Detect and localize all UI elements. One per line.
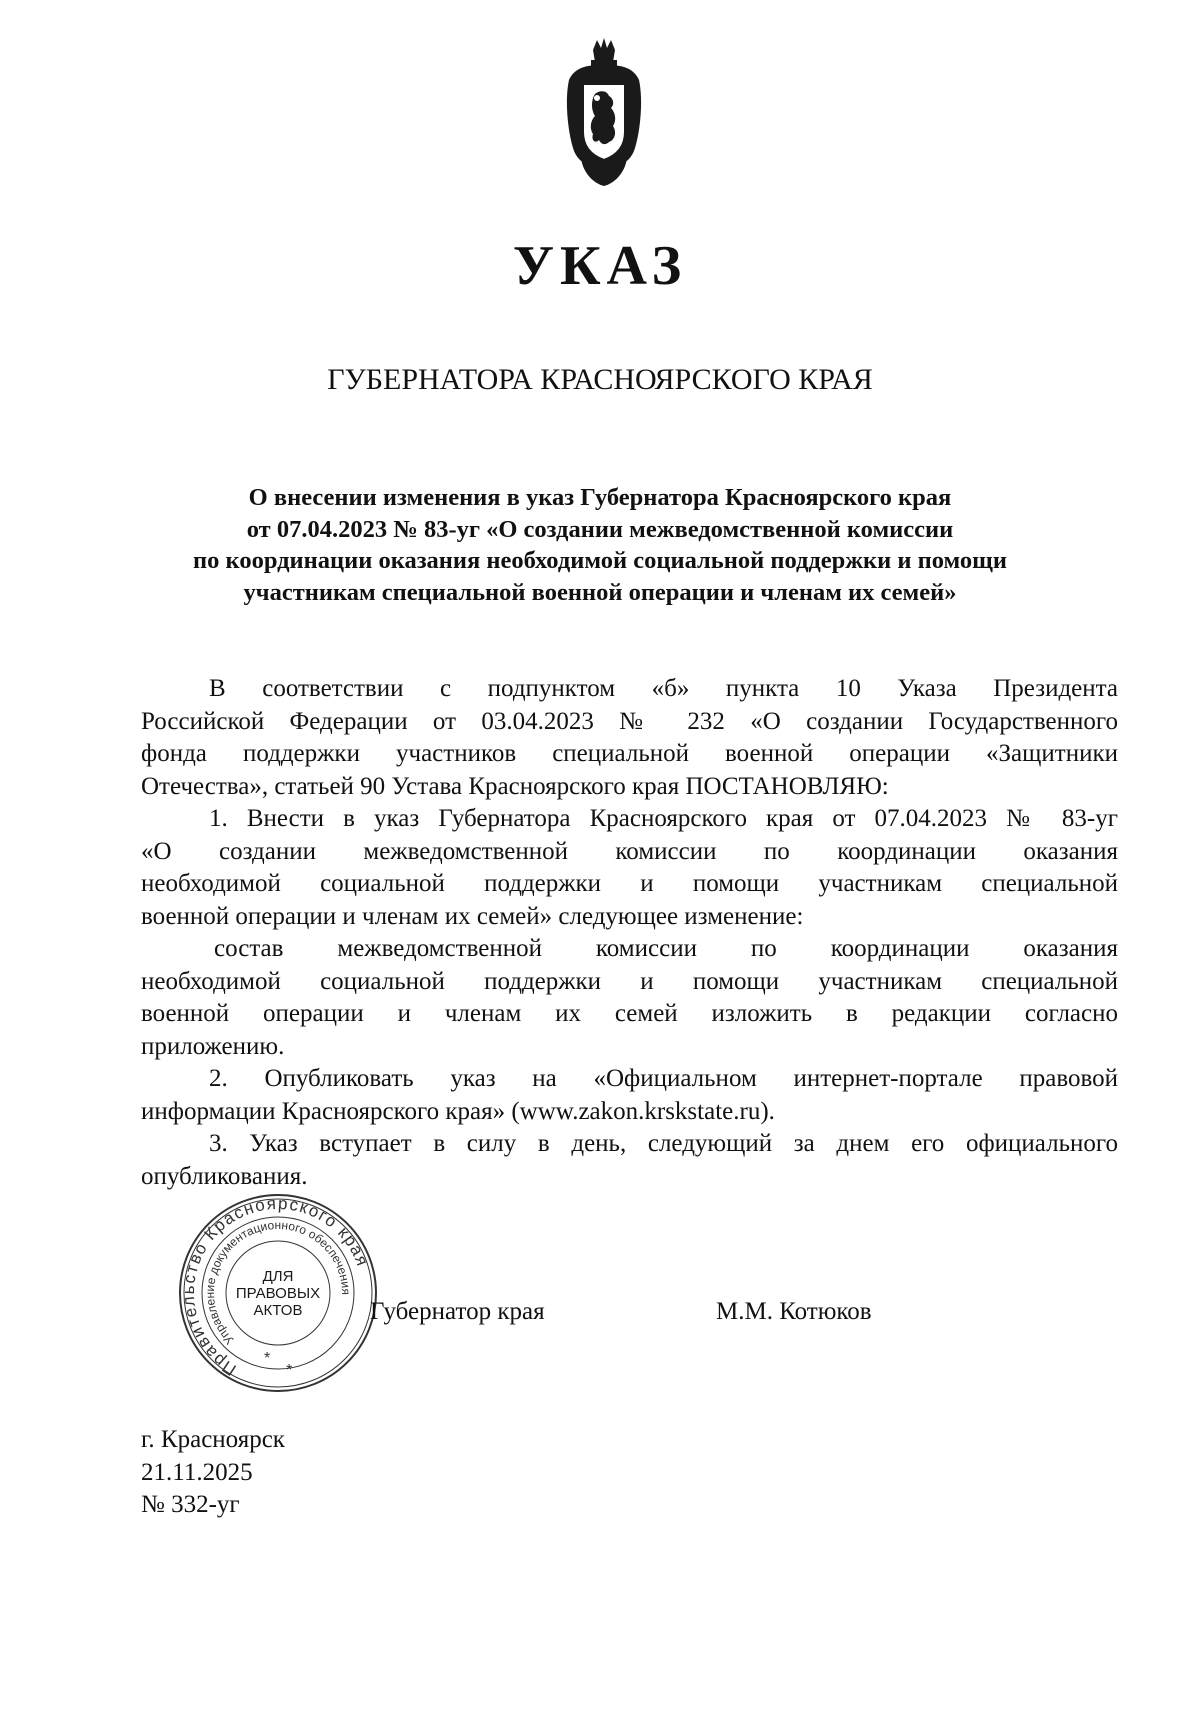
footer-city: г. Красноярск (141, 1426, 285, 1453)
signatory-name: М.М. Котюков (716, 1298, 872, 1325)
coat-of-arms-emblem (561, 36, 647, 190)
body-line: Российской Федерации от 03.04.2023 № 232 «О создании Государственного (141, 707, 1118, 735)
heading-line: участникам специальной военной операции и членам их семей» (243, 578, 957, 606)
signatory-position: Губернатор края (370, 1298, 545, 1325)
seal-outer-text: Правительство Красноярского края (178, 1193, 373, 1380)
decree-heading (120, 482, 1080, 608)
body-line: приложению. (141, 1032, 285, 1060)
body-line: необходимой социальной поддержки и помощи участникам специальной (141, 967, 1118, 995)
seal-center-label (230, 1268, 326, 1319)
svg-text:*: * (264, 1350, 271, 1367)
svg-text:*: * (286, 1362, 293, 1379)
heading-line: от 07.04.2023 № 83-уг «О создании межведомственной комиссии (246, 515, 954, 543)
seal-center-line: АКТОВ (253, 1302, 303, 1319)
issuer-subtitle: ГУБЕРНАТОРА КРАСНОЯРСКОГО КРАЯ (327, 363, 873, 396)
heading-line: О внесении изменения в указ Губернатора Красноярского края (248, 484, 952, 511)
seal-inner-text: Управление документационного обеспечения (202, 1217, 354, 1348)
decree-footer (141, 1424, 285, 1522)
body-line: «О создании межведомственной комиссии по координации оказания (141, 837, 1118, 865)
seal-center-line: ДЛЯ (262, 1268, 294, 1285)
official-seal-stamp (178, 1193, 378, 1393)
page-title: УКАЗ (512, 235, 688, 297)
seal-center-line: ПРАВОВЫХ (235, 1285, 321, 1302)
body-line: информации Красноярского края» (www.zakon.krskstate.ru). (141, 1097, 775, 1125)
footer-number: № 332-уг (141, 1491, 240, 1518)
body-line: В соответствии с подпунктом «б» пункта 10 Указа Президента (209, 675, 1118, 702)
body-line: 1. Внести в указ Губернатора Красноярского края от 07.04.2023 № 83-уг (209, 805, 1118, 832)
coat-of-arms-icon (561, 36, 647, 190)
body-line: состав межведомственной комиссии по координации оказания (214, 935, 1118, 962)
body-line: военной операции и членам их семей» следующее изменение: (141, 902, 804, 930)
heading-line: по координации оказания необходимой социальной поддержки и помощи (193, 547, 1007, 574)
footer-date: 21.11.2025 (141, 1458, 253, 1486)
body-line: 2. Опубликовать указ на «Официальном интернет-портале правовой (209, 1065, 1118, 1092)
body-line: военной операции и членам их семей изложить в редакции согласно (141, 1000, 1118, 1027)
body-line: необходимой социальной поддержки и помощи участникам специальной (141, 870, 1118, 897)
decree-body (141, 673, 1118, 1193)
body-line: 3. Указ вступает в силу в день, следующий за днем его официального (209, 1130, 1118, 1157)
body-line: опубликования. (141, 1162, 308, 1190)
body-line: фонда поддержки участников специальной военной операции «Защитники (141, 740, 1118, 767)
body-line: Отечества», статьей 90 Устава Красноярского края ПОСТАНОВЛЯЮ: (141, 772, 889, 800)
